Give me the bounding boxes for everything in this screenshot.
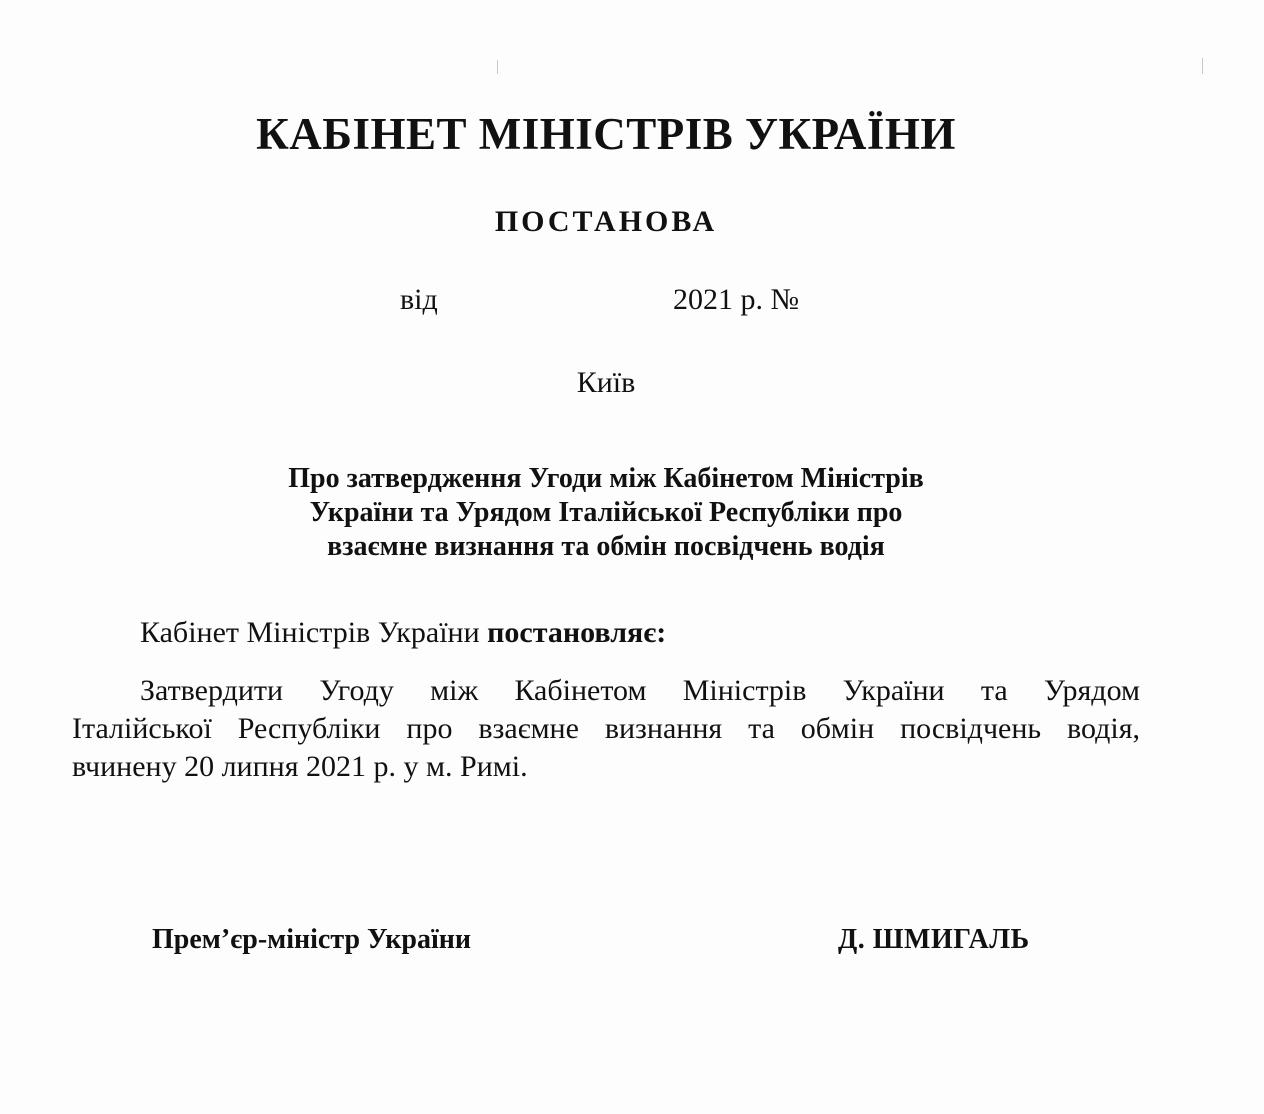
date-prefix: від	[400, 283, 438, 316]
scan-mark-right	[1202, 58, 1203, 74]
subject-line: Про затвердження Угоди між Кабінетом Міністрів	[288, 463, 924, 494]
preamble-text: Кабінет Міністрів України	[140, 616, 480, 649]
resolution-body	[72, 672, 1140, 786]
date-number: 2021 р. №	[673, 283, 800, 316]
subject-line: взаємне визнання та обмін посвідчень водія	[327, 531, 885, 562]
signatory-name: Д. ШМИГАЛЬ	[838, 924, 1030, 955]
document-type: ПОСТАНОВА	[494, 205, 718, 238]
body-line: Затвердити Угоду між Кабінетом Міністрів України та Урядом	[140, 674, 1140, 707]
preamble-resolves: постановляє:	[487, 616, 667, 649]
body-line: Італійської Республіки про взаємне визнання та обмін посвідчень водія,	[72, 712, 1140, 745]
subject-line: України та Урядом Італійської Республіки про	[309, 497, 903, 528]
organization-title: КАБІНЕТ МІНІСТРІВ УКРАЇНИ	[256, 109, 956, 159]
city: Київ	[576, 366, 636, 399]
scan-mark-left	[497, 60, 498, 74]
document-subject	[160, 462, 1052, 564]
preamble	[140, 616, 666, 650]
signatory-position: Прем’єр-міністр України	[152, 924, 472, 955]
body-line: вчинену 20 липня 2021 р. у м. Римі.	[72, 750, 528, 783]
